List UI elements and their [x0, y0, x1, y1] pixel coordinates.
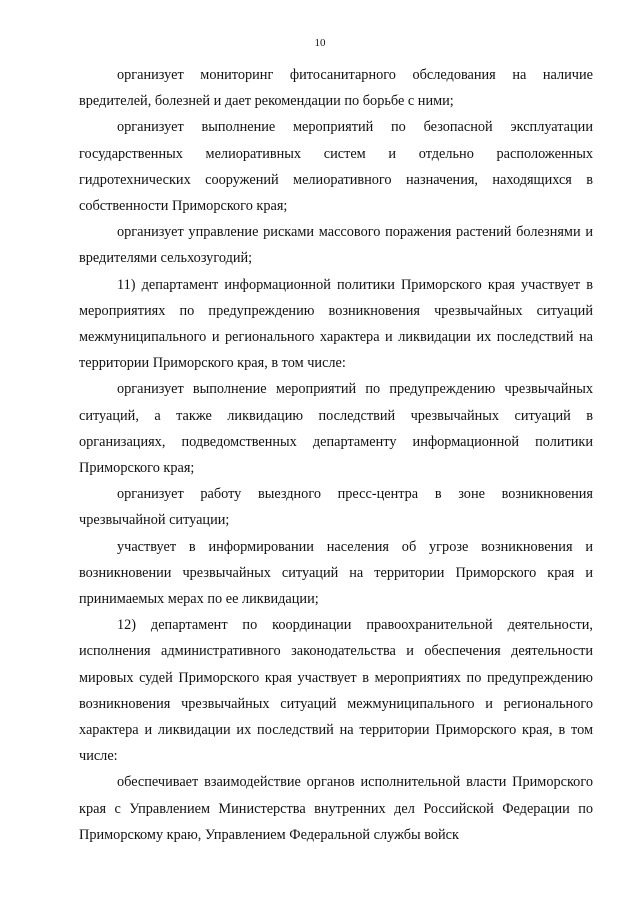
- paragraph: организует выполнение мероприятий по предупреждению чрезвычайных ситуаций, а также ликвидацию последствий чрезвычайных ситуаций в организациях, подведомственных департаменту информационной политики Приморского края;: [79, 381, 593, 477]
- paragraph: участвует в информировании населения об угрозе возникновения и возникновении чрезвычайных ситуаций на территории Приморского края и принимаемых мерах по ее ликвидации;: [79, 538, 593, 608]
- paragraph: обеспечивает взаимодействие органов исполнительной власти Приморского края с Управлением Министерства внутренних дел Российской Федерации по Приморскому краю, Управлением Федеральной службы войск: [79, 774, 593, 843]
- document-body: [79, 62, 593, 848]
- page-number: 10: [314, 37, 326, 49]
- paragraph: организует мониторинг фитосанитарного обследования на наличие вредителей, болезней и дает рекомендации по борьбе с ними;: [79, 67, 593, 110]
- paragraph: организует управление рисками массового поражения растений болезнями и вредителями сельхозугодий;: [79, 224, 593, 267]
- paragraph: 12) департамент по координации правоохранительной деятельности, исполнения административного законодательства и обеспечения деятельности мировых судей Приморского края участвует в мероприятиях по предупреждению возникновения чрезвычайных ситуаций межмуниципального и регионального характера и ликвидации их последствий на территории Приморского края, в том числе:: [79, 617, 593, 765]
- paragraph: организует выполнение мероприятий по безопасной эксплуатации государственных мелиоративных систем и отдельно расположенных гидротехнических сооружений мелиоративного назначения, находящихся в собственности Приморского края;: [79, 119, 593, 215]
- paragraph: 11) департамент информационной политики Приморского края участвует в мероприятиях по предупреждению возникновения чрезвычайных ситуаций межмуниципального и регионального характера и ликвидации их последствий на территории Приморского края, в том числе:: [79, 276, 593, 372]
- paragraph: организует работу выездного пресс-центра в зоне возникновения чрезвычайной ситуации;: [79, 486, 593, 529]
